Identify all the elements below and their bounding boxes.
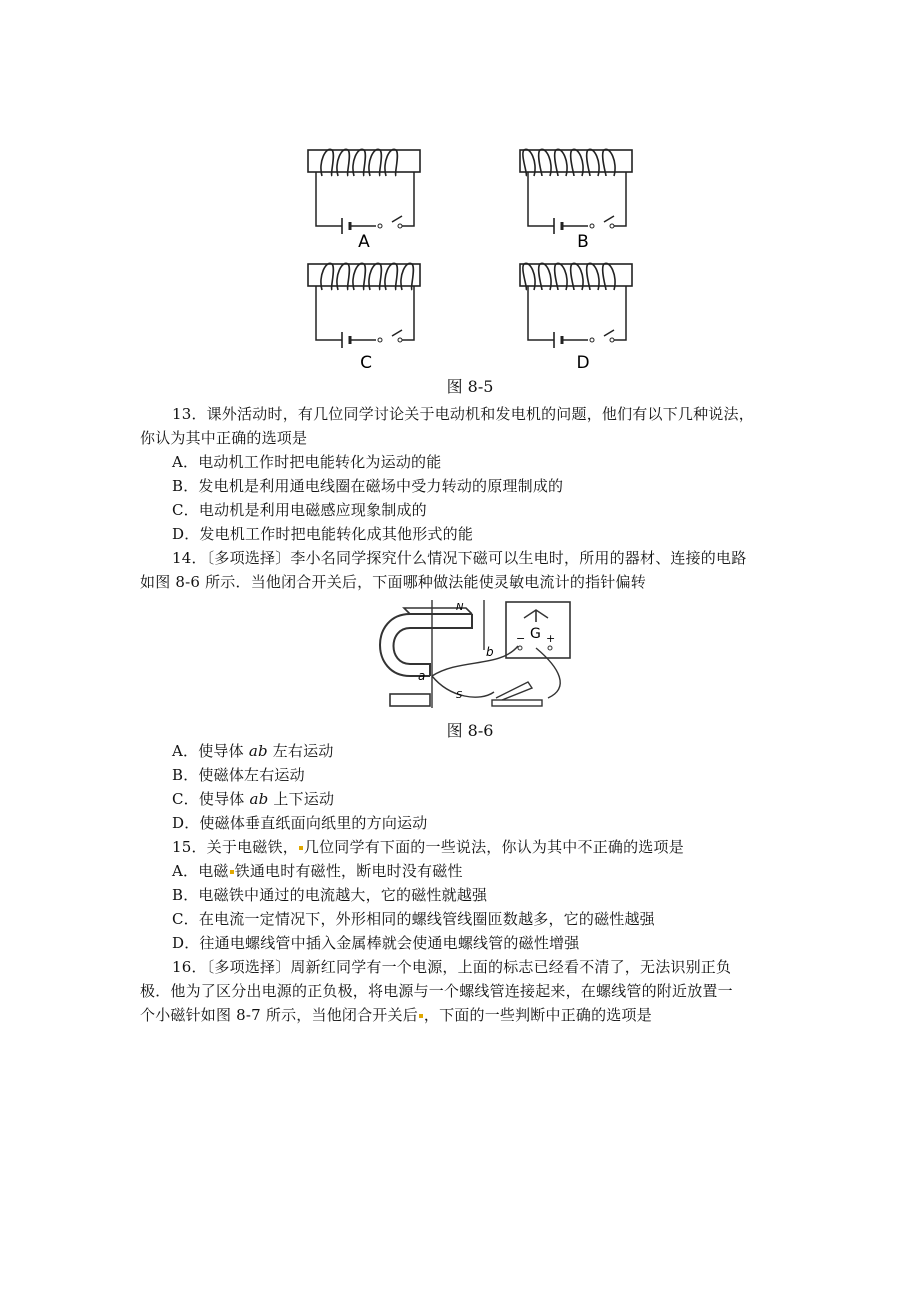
q14-option-a-prefix: A．使导体 (172, 742, 249, 760)
mark-dot (230, 870, 234, 874)
q14-option-c-suffix: 上下运动 (268, 790, 335, 808)
q15-option-c: C．在电流一定情况下，外形相同的螺线管线圈匝数越多，它的磁性越强 (172, 910, 655, 928)
q15-stem-part1: 15．关于电磁铁， (172, 838, 298, 856)
q13-stem-line2: 你认为其中正确的选项是 (140, 429, 308, 447)
q14-option-b: B．使磁体左右运动 (172, 766, 305, 784)
q15-option-a (172, 861, 463, 881)
figure-caption-8-5: 图 8-5 (446, 377, 494, 396)
q14-option-d: D．使磁体垂直纸面向纸里的方向运动 (172, 814, 428, 832)
q14-stem-line2: 如图 8-6 所示．当他闭合开关后，下面哪种做法能使灵敏电流计的指针偏转 (140, 573, 646, 591)
label-plus: + (546, 632, 556, 645)
q15-stem (172, 837, 684, 857)
mark-dot (419, 1014, 423, 1018)
panel-label-a: A (358, 232, 370, 252)
circuit-panel-c (308, 263, 420, 348)
q13-option-d: D．发电机工作时把电能转化成其他形式的能 (172, 525, 474, 543)
q14-option-a (172, 741, 334, 761)
q13-option-a: A．电动机工作时把电能转化为运动的能 (172, 453, 442, 471)
q15-option-b: B．电磁铁中通过的电流越大，它的磁性就越强 (172, 886, 488, 904)
q14-option-a-var: ab (248, 742, 268, 760)
q15-option-a-part1: A．电磁 (172, 862, 229, 880)
figure-8-6 (360, 598, 586, 716)
label-s: S (456, 690, 463, 701)
q16-stem-line3 (140, 1005, 652, 1025)
panel-label-d: D (576, 353, 590, 373)
mark-dot (299, 846, 303, 850)
q16-stem-line2: 极．他为了区分出电源的正负极，将电源与一个螺线管连接起来，在螺线管的附近放置一 (140, 982, 733, 1000)
q13-option-b: B．发电机是利用通电线圈在磁场中受力转动的原理制成的 (172, 477, 564, 495)
circuit-panel-b (520, 149, 632, 234)
q16-stem-line3-part1: 个小磁针如图 8-7 所示，当他闭合开关后 (140, 1006, 418, 1024)
circuit-panel-d (520, 263, 632, 348)
figure-8-5 (300, 138, 640, 378)
figure-caption-8-6: 图 8-6 (446, 721, 494, 740)
panel-label-b: B (577, 232, 589, 252)
q14-option-c-var: ab (249, 790, 269, 808)
q15-option-a-part2: 铁通电时有磁性，断电时没有磁性 (234, 862, 463, 880)
label-n: N (456, 602, 464, 613)
q14-stem-line1: 14．〔多项选择〕李小名同学探究什么情况下磁可以生电时，所用的器材、连接的电路 (172, 549, 747, 567)
q16-stem-line1: 16．〔多项选择〕周新红同学有一个电源，上面的标志已经看不清了，无法识别正负 (172, 958, 732, 976)
q14-option-c (172, 789, 334, 809)
label-a: a (418, 669, 426, 683)
q16-stem-line3-part2: ，下面的一些判断中正确的选项是 (423, 1006, 652, 1024)
label-g: G (530, 626, 541, 642)
q13-option-c: C．电动机是利用电磁感应现象制成的 (172, 501, 427, 519)
q15-option-d: D．往通电螺线管中插入金属棒就会使通电螺线管的磁性增强 (172, 934, 580, 952)
q14-option-c-prefix: C．使导体 (172, 790, 250, 808)
panel-label-c: C (360, 353, 372, 373)
q13-stem-line1: 13．课外活动时，有几位同学讨论关于电动机和发电机的问题，他们有以下几种说法， (172, 405, 754, 423)
q14-option-a-suffix: 左右运动 (267, 742, 334, 760)
q15-stem-part2: 几位同学有下面的一些说法，你认为其中不正确的选项是 (303, 838, 684, 856)
label-minus: − (516, 632, 526, 645)
label-b: b (486, 645, 494, 659)
circuit-panel-a (308, 149, 420, 234)
